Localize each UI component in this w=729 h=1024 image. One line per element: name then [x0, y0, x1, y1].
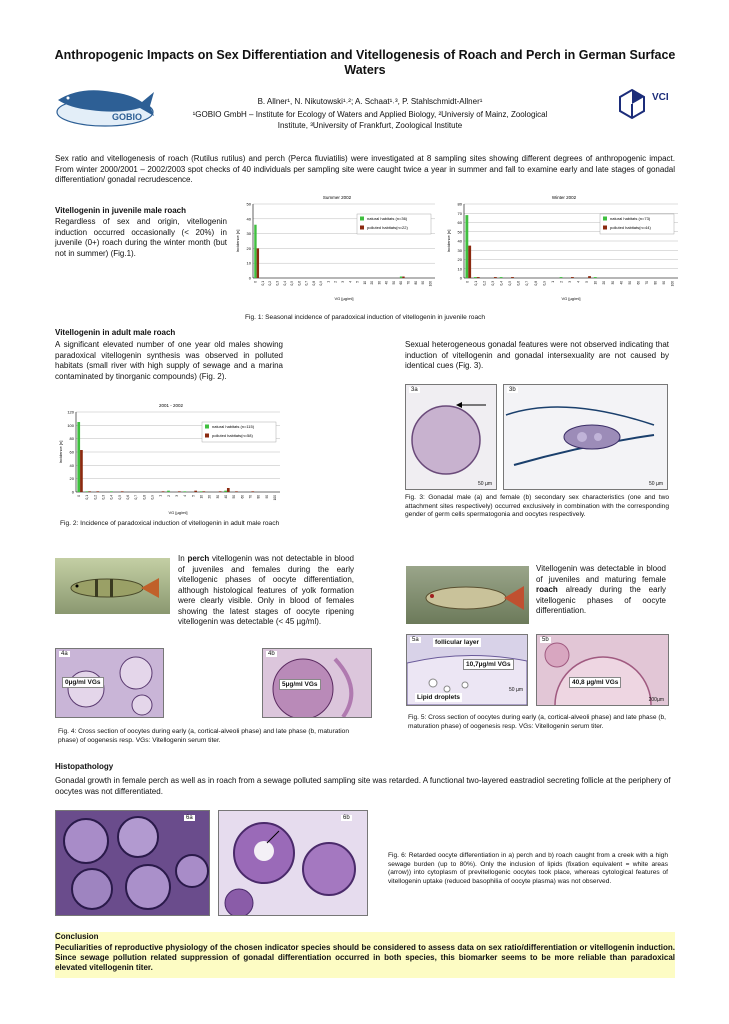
x-tick-label: 3 [341, 281, 345, 283]
y-tick-label: 10 [246, 260, 251, 266]
x-tick-label: 40 [384, 281, 389, 285]
fig4b-image [262, 648, 372, 718]
x-tick-label: 70 [645, 281, 650, 285]
hexagon-logo-icon [614, 84, 694, 128]
x-axis-label: VG [µg/ml] [168, 510, 188, 515]
fig5a-scale: 50 µm [509, 687, 523, 693]
x-tick-label: 100 [670, 281, 675, 287]
y-tick-label: 40 [246, 216, 251, 222]
x-axis-label: VG [µg/ml] [334, 296, 354, 301]
y-tick-label: 30 [246, 231, 251, 237]
x-tick-label: 0,6 [126, 495, 131, 500]
roach-photo [406, 566, 529, 624]
y-tick-label: 0 [248, 275, 251, 281]
bar-polluted [194, 491, 197, 492]
bar-natural [400, 277, 402, 278]
y-tick-label: 50 [246, 201, 251, 207]
x-tick-label: 0,7 [304, 281, 309, 286]
y-tick-label: 40 [69, 462, 74, 468]
y-tick-label: 100 [67, 422, 74, 428]
x-tick-label: 20 [370, 281, 375, 285]
legend-label: polluted habitats(n=44) [610, 225, 651, 230]
x-tick-label: 70 [406, 281, 411, 285]
x-tick-label: 4 [576, 281, 581, 283]
y-tick-label: 30 [457, 247, 462, 253]
x-tick-label: 0,6 [297, 281, 302, 286]
x-tick-label: 0,2 [482, 281, 487, 286]
bar-natural [110, 491, 113, 492]
bar-polluted [219, 491, 222, 492]
bar-polluted [494, 277, 497, 278]
y-tick-label: 20 [69, 476, 74, 482]
bar-polluted [235, 491, 238, 492]
x-tick-label: 0,2 [93, 495, 98, 500]
gonad-female-icon [504, 385, 667, 489]
legend-swatch [360, 226, 364, 230]
poster-title: Anthropogenic Impacts on Sex Differentiation and Vitellogenesis of Roach and Perch in German Surface Waters [54, 48, 676, 77]
y-tick-label: 80 [457, 201, 462, 207]
y-tick-label: 70 [457, 210, 462, 216]
fig6b-image [218, 810, 368, 916]
fig2-caption: Fig. 2: Incidence of paradoxical induction of vitellogenin in adult male roach [60, 520, 280, 527]
legend-swatch [205, 425, 209, 429]
fig6b-label: 6b [343, 815, 350, 821]
x-tick-label: 0,7 [525, 281, 530, 286]
x-tick-label: 10 [199, 495, 204, 499]
chart-2001-2002 [56, 398, 286, 516]
bar-natural [224, 491, 227, 492]
x-tick-label: 10 [362, 281, 367, 285]
legend-swatch [205, 434, 209, 438]
fig3a-image [405, 384, 497, 490]
fig4b-label: 4b [268, 651, 275, 657]
fig6a-image [55, 810, 210, 916]
x-tick-label: 1 [550, 281, 555, 283]
x-tick-label: 1 [158, 495, 163, 497]
x-tick-label: 5 [585, 281, 590, 283]
fig4-caption: Fig. 4: Cross section of oocytes during early (a, cortical-alveoli phase) and late phase (b, maturation phase) of oogenesis resp. VGs: Vitellogenin serum titer. [58, 728, 350, 744]
bar-natural [594, 277, 597, 278]
y-tick-label: 40 [457, 238, 462, 244]
x-tick-label: 0,1 [260, 281, 265, 286]
sec1-text: Regardless of sex and origin, vitellogenin induction occurred occasionally (< 20%) in juvenile (0+) roach during the winter month (but not in summer) (Fig.1). [55, 217, 227, 258]
roach-keyword: roach [536, 585, 558, 594]
x-tick-label: 100 [428, 281, 433, 287]
gobio-logo-text: GOBIO [112, 112, 143, 122]
bar-polluted [251, 491, 254, 492]
roach-text-pre: Vitellogenin was detectable in blood of juveniles and maturing female [536, 564, 666, 584]
conclusion-heading: Conclusion [55, 932, 99, 941]
fish-logo-icon [50, 82, 160, 128]
chart-summer-2002 [233, 190, 441, 302]
x-tick-label: 40 [223, 495, 228, 499]
legend-label: natural habitats (n=36) [367, 216, 408, 221]
fig3b-scale: 50 µm [649, 481, 663, 487]
x-tick-label: 0 [465, 281, 470, 283]
x-tick-label: 0,5 [290, 281, 295, 286]
bar-polluted [80, 450, 83, 492]
fig3a-label: 3a [411, 387, 418, 393]
legend-label: natural habitats (n=73) [610, 216, 651, 221]
fig5a-vg: 10,7µg/ml VGs [463, 659, 514, 670]
x-tick-label: 0,3 [490, 281, 495, 286]
x-axis-label: VG [µg/ml] [561, 296, 581, 301]
bar-polluted [178, 491, 181, 492]
x-tick-label: 0,2 [268, 281, 273, 286]
bar-polluted [477, 277, 480, 278]
x-tick-label: 0,3 [275, 281, 280, 286]
x-tick-label: 0,9 [150, 495, 155, 500]
legend-label: polluted habitats(n=58) [212, 433, 253, 438]
bar-natural [560, 277, 563, 278]
bar-natural [183, 491, 186, 492]
x-tick-label: 0,9 [542, 281, 547, 286]
x-tick-label: 50 [232, 495, 237, 499]
histo-text: Gonadal growth in female perch as well as in roach from a sewage polluted sampling site was retarded. A functional two-layered eastradiol secreting follicle at the periphery of oocytes was not differentiated. [55, 776, 671, 796]
sec2-heading: Vitellogenin in adult male roach [55, 328, 176, 337]
perch-keyword: perch [187, 554, 210, 563]
y-axis-label: Incidence [n] [58, 440, 63, 464]
fig1-caption: Fig. 1: Seasonal incidence of paradoxical induction of vitellogenin in juvenile roach [245, 314, 486, 321]
legend-swatch [603, 217, 607, 221]
x-tick-label: 5 [191, 495, 196, 497]
bar-polluted [227, 488, 230, 492]
fig4b-vg: 5µg/ml VGs [279, 679, 321, 690]
authors: B. Allner¹, N. Nikutowski¹˒²; A. Schaat¹˒³, P. Stahlschmidt-Allner¹ [257, 97, 483, 106]
y-tick-label: 120 [67, 409, 74, 415]
vci-logo-text: VCI [652, 92, 669, 103]
fig6-caption: Fig. 6: Retarded oocyte differentiation in a) perch and b) roach caught from a creek with a high sewage burden (up to 80%). Only the inclusion of lipids (fixation equivalent = white areas (arrow)) into cytoplasm of previtellogenic oocytes took place, whereas cytological features of vitellogenin uptake (reduced basophilia of oocyte plasma) was not observed. [388, 852, 668, 885]
x-tick-label: 50 [391, 281, 396, 285]
bar-natural [77, 422, 80, 492]
bar-polluted [96, 491, 99, 492]
bar-natural [200, 491, 203, 492]
x-tick-label: 0,9 [319, 281, 324, 286]
x-tick-label: 80 [256, 495, 261, 499]
roach-text-post: already during the early vitellogenic phases of oocyte differentiation. [536, 585, 666, 615]
x-tick-label: 20 [207, 495, 212, 499]
x-tick-label: 2 [333, 281, 338, 283]
x-tick-label: 2 [559, 281, 564, 283]
fig4a-label: 4a [61, 651, 68, 657]
fig5a-image [406, 634, 528, 706]
x-tick-label: 30 [610, 281, 615, 285]
x-tick-label: 60 [399, 281, 404, 285]
bar-natural [474, 277, 477, 278]
fig6a-label: 6a [186, 815, 193, 821]
conclusion-text: Peculiarities of reproductive physiology of the chosen indicator species should be considered to assess data on sex ratio/differentiation or vitellogenin induction. Since sewage pollution related suppression of gonadal differentiation occurred in both species, this biomarker seems to be more reliable than paradoxical elevated vitellogenin titer. [55, 943, 675, 972]
y-tick-label: 0 [459, 275, 462, 281]
x-tick-label: 0,7 [134, 495, 139, 500]
x-tick-label: 40 [619, 281, 624, 285]
x-tick-label: 50 [627, 281, 632, 285]
y-tick-label: 60 [69, 449, 74, 455]
perch-oocytes-icon [56, 811, 209, 915]
x-tick-label: 0,3 [101, 495, 106, 500]
fig5-caption: Fig. 5: Cross section of oocytes during early (a, cortical-alveoli phase) and late phase (b, maturation phase) of oogenesis resp. VGs: Vitellogenin serum titer. [408, 714, 667, 730]
x-tick-label: 3 [568, 281, 572, 283]
x-tick-label: 0,6 [516, 281, 521, 286]
x-tick-label: 90 [421, 281, 426, 285]
sec3-text: Sexual heterogeneous gonadal features were not observed indicating that induction of vitellogenin and gonadal intersexuality are not caused by identical cues (Fig. 3). [405, 340, 669, 370]
perch-text [178, 554, 354, 628]
x-tick-label: 10 [593, 281, 598, 285]
x-tick-label: 0 [253, 281, 258, 283]
x-tick-label: 0,5 [117, 495, 122, 500]
bar-polluted [402, 277, 404, 278]
bar-polluted [121, 491, 124, 492]
x-tick-label: 5 [355, 281, 360, 283]
y-tick-label: 50 [457, 229, 462, 235]
chart-title: Summer 2002 [322, 195, 352, 200]
conclusion-box [55, 932, 675, 978]
roach-oocytes-icon [219, 811, 367, 915]
x-tick-label: 90 [662, 281, 667, 285]
bar-natural [465, 215, 468, 278]
fig5b-scale: 200µm [648, 697, 664, 703]
chart-winter-2002 [444, 190, 684, 302]
chart-title: Winter 2002 [551, 195, 577, 200]
fig4a-vg: 0µg/ml VGs [62, 677, 104, 688]
bar-polluted [162, 491, 165, 492]
x-tick-label: 0,8 [311, 281, 316, 286]
y-axis-label: Incidence [n] [446, 229, 451, 253]
x-tick-label: 60 [636, 281, 641, 285]
fig5a-follicular: follicular layer [435, 639, 480, 646]
roach-text [536, 564, 666, 617]
x-tick-label: 4 [183, 495, 188, 497]
fig5a-lipid: Lipid droplets [417, 694, 460, 701]
x-tick-label: 0 [77, 495, 82, 497]
x-tick-label: 3 [175, 495, 179, 497]
legend-swatch [360, 217, 364, 221]
roach-fish-icon [406, 566, 529, 624]
perch-text-pre: In [178, 554, 188, 563]
x-tick-label: 30 [377, 281, 382, 285]
x-tick-label: 80 [413, 281, 418, 285]
y-tick-label: 0 [71, 489, 74, 495]
x-tick-label: 0,4 [282, 281, 287, 286]
sec2-text: A significant elevated number of one year old males showing paradoxical vitellogenin synthesis was observed in polluted habitats (small river with high supply of sewage and a marina contaminated by tinorganic compounds) (Fig. 2). [55, 340, 283, 381]
perch-text-post: vitellogenin was not detectable in blood of juveniles and females during the early vitellogenic phases of oocyte differentiation, although histological features of yolk formation were clearly visible. Only in blood of females showing the latest stages of oocyte ripening vitellogenin was detectable (< 45 µg/ml). [178, 554, 354, 626]
legend-label: natural habitats (n=115) [212, 424, 255, 429]
gobio-logo [50, 82, 160, 128]
perch-fish-icon [55, 558, 170, 614]
bar-polluted [511, 277, 514, 278]
oocyte-maturation-icon [537, 635, 668, 705]
x-tick-label: 0,1 [473, 281, 478, 286]
affiliations: ¹GOBIO GmbH – Institute for Ecology of Waters and Applied Biology, ²Universiy of Mainz, Zoological Institute, ³University of Frankfurt, Zoological Institute [192, 110, 548, 130]
bar-natural [254, 225, 256, 278]
x-tick-label: 0,8 [142, 495, 147, 500]
bar-polluted [571, 277, 574, 278]
fig5b-vg: 40,8 µg/ml VGs [569, 677, 621, 688]
gonad-male-icon [406, 385, 496, 489]
x-tick-label: 0,1 [85, 495, 90, 500]
x-tick-label: 60 [240, 495, 245, 499]
histo-heading: Histopathology [55, 762, 114, 771]
bar-polluted [202, 491, 205, 492]
bar-polluted [88, 491, 91, 492]
x-tick-label: 2 [166, 495, 171, 497]
fig3b-image [503, 384, 668, 490]
y-tick-label: 10 [457, 266, 462, 272]
fig3-caption: Fig. 3: Gonadal male (a) and female (b) secondary sex characteristics (one and two attachment sites respectively) occurred exclusively in combination with the corresponding gender of germ cells spermatogonia and oocytes respectively. [405, 494, 669, 519]
bar-natural [167, 491, 170, 492]
fig5b-label: 5b [542, 637, 549, 643]
fig3a-scale: 50 µm [478, 481, 492, 487]
x-tick-label: 30 [215, 495, 220, 499]
x-tick-label: 0,4 [109, 495, 114, 500]
sec1-heading: Vitellogenin in juvenile male roach [55, 206, 186, 215]
intro-text: Sex ratio and vitellogenesis of roach (Rutilus rutilus) and perch (Perca fluviatilis) were investigated at 8 sampling sites showing different degrees of anthropogenic impact. From winter 2000/2001 – 2002/2003 spot checks of 40 individuals per sampling site were caught twice a year in summer and fall to examine early and late stages of gonadal differentiation/ gonadal recrudescence. [55, 154, 675, 184]
y-tick-label: 60 [457, 220, 462, 225]
bar-natural [86, 491, 89, 492]
x-tick-label: 90 [264, 495, 269, 499]
x-tick-label: 100 [272, 495, 277, 501]
vci-logo [614, 84, 694, 128]
fig5b-image [536, 634, 669, 706]
bar-natural [500, 277, 503, 278]
x-tick-label: 0,8 [533, 281, 538, 286]
chart-title: 2001 - 2002 [158, 403, 184, 408]
x-tick-label: 0,5 [508, 281, 513, 286]
y-tick-label: 20 [457, 257, 462, 262]
y-axis-label: Incidence [n] [235, 229, 240, 253]
fig5a-label: 5a [412, 637, 419, 643]
y-tick-label: 20 [246, 245, 251, 251]
bar-polluted [257, 248, 259, 278]
fig3b-label: 3b [509, 387, 516, 393]
x-tick-label: 4 [348, 281, 353, 283]
author-list [180, 96, 560, 131]
x-tick-label: 80 [653, 281, 658, 285]
x-tick-label: 1 [326, 281, 331, 283]
legend-swatch [603, 226, 607, 230]
x-tick-label: 70 [248, 495, 253, 499]
fig4a-image [55, 648, 164, 718]
x-tick-label: 0,4 [499, 281, 504, 286]
y-tick-label: 80 [69, 436, 74, 442]
perch-photo [55, 558, 170, 614]
legend-label: polluted habitats(n=22) [367, 225, 408, 230]
bar-polluted [588, 276, 591, 278]
bar-polluted [468, 246, 471, 278]
x-tick-label: 20 [602, 281, 607, 285]
